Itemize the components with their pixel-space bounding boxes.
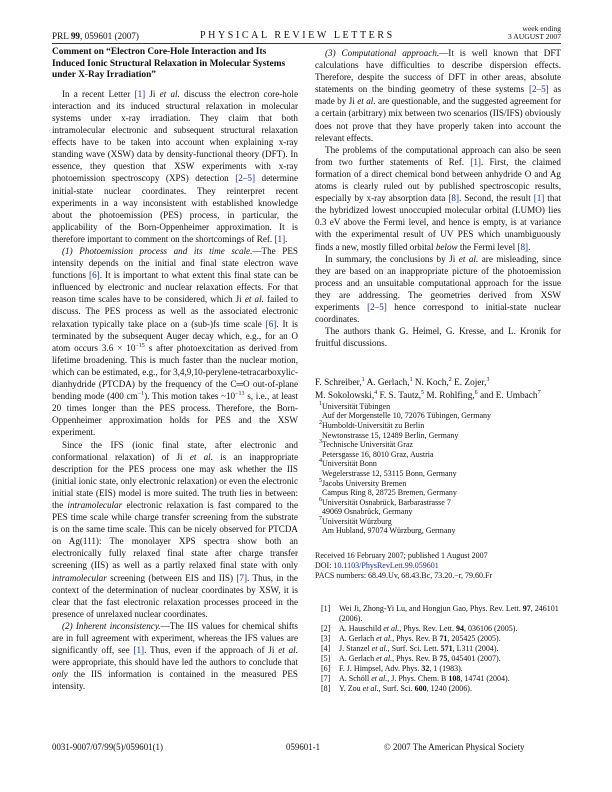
citation-link[interactable]: [1] xyxy=(274,233,286,244)
citation-link[interactable]: [7] xyxy=(236,572,248,583)
citation-link[interactable]: [6] xyxy=(89,270,100,281)
pacs-numbers: PACS numbers: 68.49.Uv, 68.43.Bc, 73.20.−r, 79.60.Fr xyxy=(315,571,493,581)
doi-link[interactable]: 10.1103/PhysRevLett.99.059601 xyxy=(333,561,439,571)
affiliation: $^1$Universität Tübingen Auf der Morgenstelle 10, 72076 Tübingen, Germany xyxy=(319,400,492,421)
citation-link[interactable]: [8] xyxy=(517,241,529,252)
doi-line: DOI: 10.1103/PhysRevLett.99.059601 xyxy=(315,561,439,571)
author: and E. Umbach$^7$ xyxy=(477,389,541,401)
paragraph-photoemission: (1) Photoemission process and its time scale.—The PES intensity depends on the initial and final state electron wave functions [6]. It is important to what extent this final state can be influenced by electronic and nuclear relaxation effects. For that reason time scales have to be considered, which Ji et al. failed to discuss. The PES process as well as the associated electronic relaxation typically take place on a (sub-)fs time scale [6]. It is terminated by the subsequent Auger decay which, e.g., for an O atom occurs $3.6 \times 10^{-15}$ s after photoexcitation as derived from lifetime broadening. This is much faster than the nuclear motion, which can be estimated, e.g., for 3,4,9,10-perylene-tetracarboxylic-dianhydride (PTCDA) by the frequency of the C═O out-of-plane bending mode (400 $cm^{-1}$). This motion takes $\sim 10^{-13}$ s, i.e., at least 20 times longer than the PES process. Therefore, the Born-Oppenheimer approximation holds for PES and the XSW experiment. xyxy=(52,246,299,438)
reference-item: [8] Y. Zou et al., Surf. Sci. 600, 1240 (2006). xyxy=(321,684,472,694)
paragraph-inconsistency: (2) Inherent inconsistency.—The IIS values for chemical shifts are in full agreement with experiment, whereas the IFS values are significantly off, see [1]. Thus, even if the approach of Ji et al. were appropriate, this should have led the authors to conclude that only the IIS information is contained in the measured PES intensity. xyxy=(52,620,298,692)
affiliation: $^6$Universität Osnabrück, Barbarastrasse 7 49069 Osnabrück, Germany xyxy=(319,496,451,517)
article-title: Comment on “Electron Core-Hole Interaction and Its Induced Ionic Structural Relaxation in Molecular Systems under X-Ray Irradiation” xyxy=(52,47,286,81)
issue-date-value: 3 AUGUST 2007 xyxy=(507,32,561,42)
affiliation: $^3$Technische Universität Graz Petersgasse 16, 8010 Graz, Austria xyxy=(319,439,434,459)
affiliation-list xyxy=(319,402,561,536)
author: M. Rohlfing,$^6$ xyxy=(424,389,478,401)
received-date: Received 16 February 2007; published 1 August 2007 xyxy=(315,551,488,561)
affiliation: $^7$Universität Würzburg Am Hubland, 97074 Würzburg, Germany xyxy=(319,515,456,536)
journal-name: PHYSICAL REVIEW LETTERS xyxy=(200,30,395,41)
reference-item: [1] Wei Ji, Zhong-Yi Lu, and Hongjun Gao, Phys. Rev. Lett. 97, 246101 (2006). xyxy=(321,603,559,623)
footer-copyright: © 2007 The American Physical Society xyxy=(384,742,525,752)
citation-link[interactable]: [2–5] xyxy=(235,173,255,184)
citation-link[interactable]: [8] xyxy=(448,193,460,204)
citation-link[interactable]: [1] xyxy=(133,645,145,656)
left-column xyxy=(52,47,298,692)
paragraph-intro: In a recent Letter [1] Ji et al. discuss the electron core-hole interaction and its induced structural relaxation in molecular systems under x-ray irradiation. They claim that both intramolecular electronic and subsequent structural relaxation effects have to be taken into account when explaining x-ray standing wave (XSW) data by density-functional theory (DFT). In essence, they question that XSW experiments with x-ray photoemission spectroscopy (XPS) detection [2–5] determine initial-state nuclear coordinates. They reinterpret recent experiments in a way inconsistent with established knowledge about the photoemission (PES) process, in particular, the applicability of the Born-Oppenheimer approximation. It is therefore important to comment on the shortcomings of Ref. [1]. xyxy=(52,88,298,244)
citation-link[interactable]: [1] xyxy=(470,156,481,167)
affiliation: $^2$Humboldt-Universität zu Berlin Newtonstrasse 15, 12489 Berlin, Germany xyxy=(319,419,459,440)
author: A. Gerlach,$^1$ xyxy=(364,377,413,389)
author: M. Sokolowski,$^4$ xyxy=(315,389,378,401)
footer-issn: 0031-9007/07/99(5)/059601(1) xyxy=(52,742,163,752)
section-heading: (1) Photoemission process and its time scale. xyxy=(62,246,253,256)
reference-item: [6] F. J. Himpsel, Adv. Phys. 32, 1 (1983). xyxy=(321,664,463,674)
issue-date xyxy=(508,25,561,42)
section-heading: (3) Computational approach. xyxy=(325,48,440,58)
affiliation: $^4$Universität Bonn Wegelerstrasse 12, 53115 Bonn, Germany xyxy=(319,458,457,478)
affiliation: $^5$Jacobs University Bremen Campus Ring 8, 28725 Bremen, Germany xyxy=(319,477,457,498)
reference-item: [2] A. Hauschild et al., Phys. Rev. Lett. 94, 036106 (2005). xyxy=(321,623,518,633)
citation-link[interactable]: [2–5] xyxy=(367,301,387,312)
author: F. Schreiber,$^1$ xyxy=(315,377,365,389)
journal-citation xyxy=(52,31,139,41)
citation-link[interactable]: [2–5] xyxy=(528,84,549,95)
author: E. Zojer,$^3$ xyxy=(451,377,490,389)
paragraph-acknowledgments: The authors thank G. Heimel, G. Kresse, and L. Kronik for fruitful discussions. xyxy=(315,326,561,349)
citation-link[interactable]: [6] xyxy=(265,318,277,329)
citation-link[interactable]: [1] xyxy=(134,88,146,99)
author: N. Koch,$^2$ xyxy=(412,377,452,389)
author: F. S. Tautz,$^5$ xyxy=(377,389,425,401)
right-column xyxy=(315,47,561,695)
paragraph-ifs: Since the IFS (ionic final state, after electronic and conformational relaxation) of Ji et al. is an inappropriate description for the PES process one may ask whether the IIS (initial ionic state, only electronic relaxation) or even the electronic initial state (EIS) model is more suited. The truth lies in between: the intramolecular electronic relaxation is fast compared to the PES time scale while charge transfer screening from the substrate is on the same time scale. This can be nicely observed for PTCDA on Ag(111): The monolayer XPS spectra show both an electronically fully relaxed final state after charge transfer screening (IIS) as well as a partly relaxed final state with only intramolecular screening (between EIS and IIS) [7]. Thus, in the context of the determination of nuclear coordinates by XSW, it is clear that the fast electronic relaxation processes proceed in the presence of unrelaxed nuclear coordinates. xyxy=(52,439,298,619)
week-ending-label: week ending xyxy=(522,23,561,33)
publication-meta xyxy=(315,551,561,582)
reference-item: [3] A. Gerlach et al., Phys. Rev. B 71, 205425 (2005). xyxy=(321,633,501,643)
reference-item: [7] A. Schöll et al., J. Phys. Chem. B 108, 14741 (2004). xyxy=(321,674,510,684)
paragraph-problems: The problems of the computational approach can also be seen from two further statements of Ref. [1]. First, the claimed formation of a direct chemical bond between anhydride O and Ag atoms is clearly ruled out by published spectroscopic results, especially by x-ray absorption data [8]. Second, the result [1] that the hybridized lowest unoccupied molecular orbital (LUMO) lies 0.3 eV above the Fermi level, and hence is empty, is at variance with the experimental result of UV PES which unambiguously finds a new, mostly filled orbital below the Fermi level [8]. xyxy=(315,144,561,252)
section-heading: (2) Inherent inconsistency. xyxy=(62,620,161,631)
paragraph-computational: (3) Computational approach.—It is well known that DFT calculations have difficulties to describe dispersion effects. Therefore, despite the success of DFT in other areas, absolute statements on the binding geometry of these systems [2–5] as made by Ji et al. are questionable, and the suggested agreement for a certain (arbitrary) mix between two scenarios (IIS/IFS) obviously does not prove that they have properly taken into account the relevant effects. xyxy=(315,48,561,143)
reference-list xyxy=(315,604,561,695)
reference-item: [4] J. Stanzel et al., Surf. Sci. Lett. 571, L311 (2004). xyxy=(321,644,499,654)
citation-link[interactable]: [1] xyxy=(533,193,545,204)
footer-page-number: 059601-1 xyxy=(286,742,321,752)
volume-number: 99 xyxy=(70,31,80,41)
paragraph-summary: In summary, the conclusions by Ji et al. are misleading, since they are based on an inappropriate picture of the photoemission process and an unsuitable computational approach for the issue they are addressing. The geometries derived from XSW experiments [2–5] hence correspond to initial-state nuclear coordinates. xyxy=(315,253,561,325)
article-number: , 059601 (2007) xyxy=(80,31,139,41)
author-list xyxy=(315,377,561,401)
reference-item: [5] A. Gerlach et al., Phys. Rev. B 75, 045401 (2007). xyxy=(321,654,501,664)
running-header xyxy=(52,23,561,44)
journal-abbrev: PRL xyxy=(52,31,69,41)
